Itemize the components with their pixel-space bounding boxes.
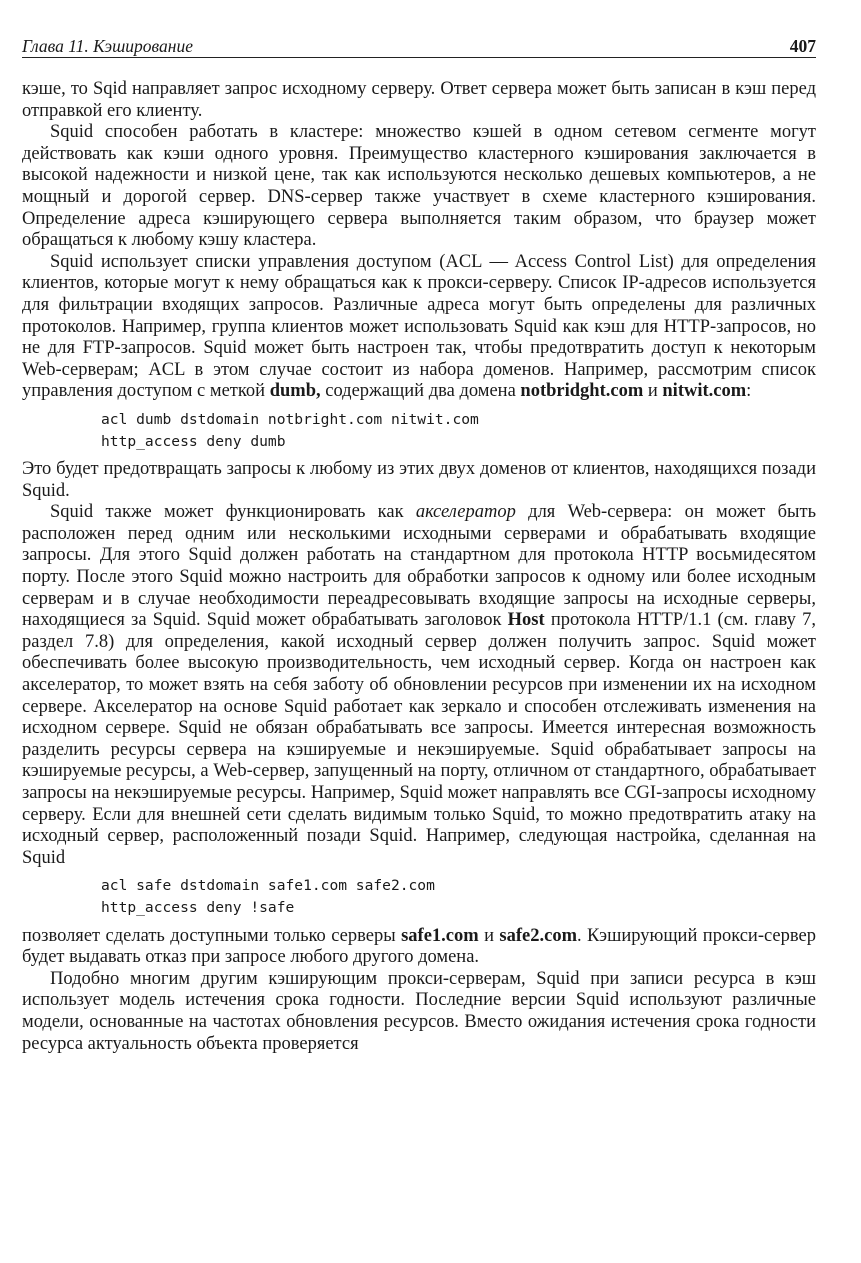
safe-text-1: позволяет сделать доступными только серверы [22,925,402,946]
chapter-title: Глава 11. Кэширование [22,36,193,56]
page-number: 407 [789,36,816,56]
acl-label-dumb: dumb, [269,381,321,402]
paragraph-cluster: Squid способен работать в кластере: множество кэшей в одном сетевом сегменте могут действовать как кэши одного уровня. Преимущество кластерного кэширования заключается в высокой надежности и низкой цене, так как используются несколько дешевых компьютеров, а не мощный и дорогой сервер. DNS-сервер также участвует в схеме кластерного кэширования. Определение адреса кэширующего сервера выполняется таким образом, что браузер может обращаться к любому кэшу кластера. [22,122,816,251]
code-line: acl safe dstdomain safe1.com safe2.com [101,877,435,895]
acl-text-1: Squid использует списки управления доступом (ACL — Access Control List) для определения клиентов, которые могут к нему обращаться как к прокси-серверу. Список IP-адресов используется для фильтрации входящих запросов. Различные адреса могут быть определены для различных протоколов. Например, группа клиентов может использовать Squid как кэш для HTTP-запросов, но не для FTP-запросов. Squid может быть настроен так, чтобы предотвратить доступ к некоторым Web-серверам; ACL в этом случае состоит из набора доменов. Например, рассмотрим список управления доступом с меткой [22,251,816,402]
accel-text-1: Squid также может функционировать как [50,502,416,523]
paragraph-continuation: кэше, то Sqid направляет запрос исходному серверу. Ответ сервера может быть записан в кэш перед отправкой его клиенту. [22,79,816,121]
safe-text-2: и [478,925,500,946]
paragraph-safe [22,926,816,969]
acl-text-4: : [746,381,752,402]
domain-safe1: safe1.com [401,925,479,946]
domain-nitwit: nitwit.com [662,381,747,402]
host-header-term: Host [507,610,545,631]
acl-text-2: содержащий два домена [320,381,521,402]
paragraph-prevent: Это будет предотвращать запросы к любому из этих двух доменов от клиентов, находящихся позади Squid. [22,459,816,501]
code-block-dumb [22,409,816,452]
code-line: acl dumb dstdomain notbright.com nitwit.com [101,410,479,428]
code-line: http_access deny dumb [101,432,286,450]
paragraph-accelerator [22,502,816,869]
accel-term: акселератор [415,502,516,523]
domain-safe2: safe2.com [499,925,577,946]
safe-text-3: . Кэширующий прокси-сервер будет выдавать отказ при запросе любого другого домена. [22,925,816,968]
running-header [22,36,816,58]
code-block-safe [22,875,816,918]
paragraph-expiration: Подобно многим другим кэширующим прокси-серверам, Squid при записи ресурса в кэш использует модель истечения срока годности. Последние версии Squid используют различные модели, основанные на частотах обновления ресурсов. Вместо ожидания истечения срока годности ресурса актуальность объекта проверяется [22,968,816,1054]
accel-text-2: для Web-cерверa: он может быть расположен перед одним или несколькими исходными серверами и обрабатывать входящие запросы. Для этого Squid должен работать на стандартном для протокола HTTP восьмидесятом порту. После этого Squid можно настроить для обработки запросов к одному или более исходным серверам и в случае необходимости переадресовывать входящие запросы на исходные серверы, находящиеся за Squid. Squid может обрабатывать заголовок [22,502,817,631]
accel-text-3: протокола HTTP/1.1 (см. главу 7, раздел 7.8) для определения, какой исходный сервер должен получить запрос. Squid может обеспечивать более высокую производительность, чем исходный сервер. Когда он настроен как акселератор, то может взять на себя заботу об обновлении ресурсов при изменении их на исходном сервере. Акселератор на основе Squid работает как зеркало и способен отслеживать изменения на исходном сервере. Squid не обязан обрабатывать все запросы. Имеется интересная возможность разделить ресурсы сервера на кэшируемые и некэшируемые. Squid обрабатывает запросы на кэшируемые ресурсы, а Web-сервер, запущенный на порту, отличном от стандартного, обрабатывает запросы на некэшируемые ресурсы. Например, Squid может направлять все CGI-запросы исходному серверу. Если для внешней сети сделать видимым только Squid, то можно предотвратить атаку на исходный сервер, расположенный позади Squid. Например, следующая настройка, сделанная на Squid [22,610,816,868]
code-line: http_access deny !safe [101,898,295,916]
paragraph-acl [22,252,816,403]
domain-notbridght: notbridght.com [520,381,644,402]
acl-text-3: и [643,381,663,402]
book-page [22,36,816,1055]
